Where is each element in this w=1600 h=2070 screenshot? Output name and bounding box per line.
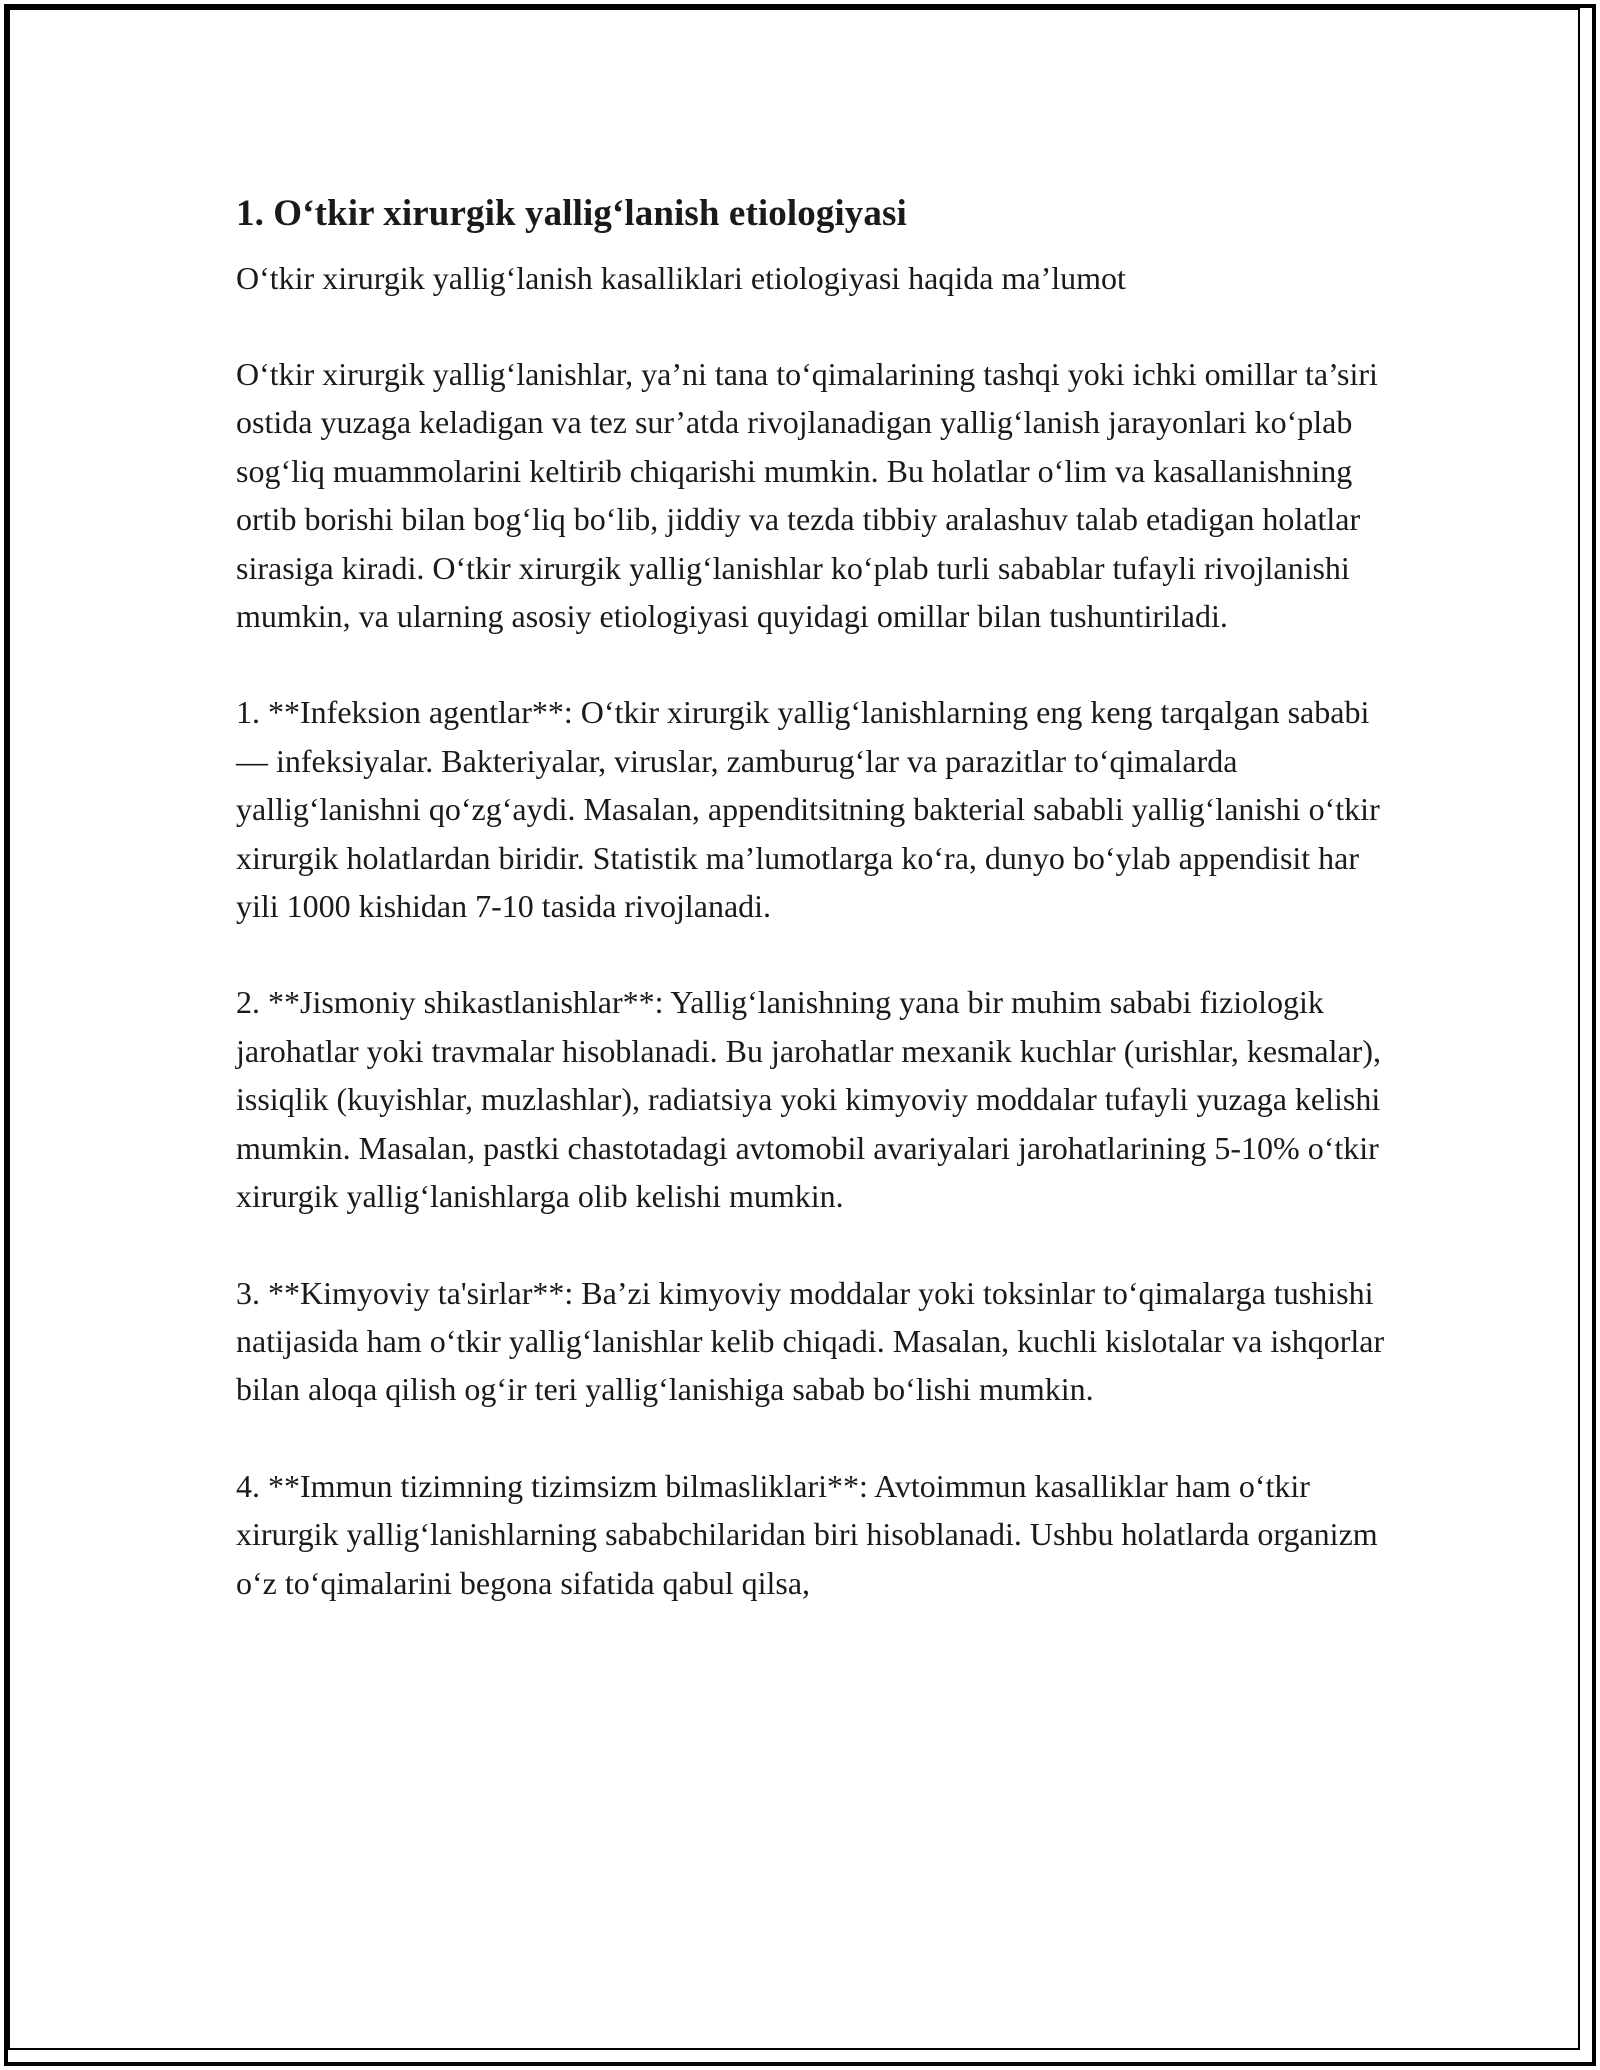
section-subtitle: O‘tkir xirurgik yallig‘lanish kasalliklari etiologiyasi haqida ma’lumot <box>236 260 1126 296</box>
paragraph-chemical-effects: 3. **Kimyoviy ta'sirlar**: Ba’zi kimyoviy moddalar yoki toksinlar to‘qimalarga tushishi natijasida ham o‘tkir yallig‘lanishlar kelib chiqadi. Masalan, kuchli kislotalar va ishqorlar bilan aloqa qilish og‘ir teri yallig‘lanishiga sabab bo‘lishi mumkin. <box>236 1274 1385 1408</box>
section-heading: 1. O‘tkir xirurgik yallig‘lanish etiologiyasi <box>236 193 907 234</box>
paragraph-immune-system: 4. **Immun tizimning tizimsizm bilmasliklari**: Avtoimmun kasalliklar ham o‘tkir xirurgik yallig‘lanishlarning sababchilaridan biri hisoblanadi. Ushbu holatlarda organizm o‘z to‘qimalarini begona sifatida qabul qilsa, <box>236 1467 1378 1601</box>
paragraph-infection-agents: 1. **Infeksion agentlar**: O‘tkir xirurgik yallig‘lanishlarning eng keng tarqalgan sababi — infeksiyalar. Bakteriyalar, viruslar, zamburug‘lar va parazitlar to‘qimalarda yallig‘lanishni qo‘zg‘aydi. Masalan, appenditsitning bakterial sababli yallig‘lanishi o‘tkir xirurgik holatlardan biridir. Statistik ma’lumotlarga ko‘ra, dunyo bo‘ylab appendisit har yili 1000 kishidan 7-10 tasida rivojlanadi. <box>236 694 1380 925</box>
paragraph-physical-injuries: 2. **Jismoniy shikastlanishlar**: Yallig‘lanishning yana bir muhim sababi fiziologik jarohatlar yoki travmalar hisoblanadi. Bu jarohatlar mexanik kuchlar (urishlar, kesmalar), issiqlik (kuyishlar, muzlashlar), radiatsiya yoki kimyoviy moddalar tufayli yuzaga kelishi mumkin. Masalan, pastki chastotadagi avtomobil avariyalari jarohatlarining 5-10% o‘tkir xirurgik yallig‘lanishlarga olib kelishi mumkin. <box>236 984 1381 1215</box>
intro-paragraph: O‘tkir xirurgik yallig‘lanishlar, ya’ni tana to‘qimalarining tashqi yoki ichki omillar ta’siri ostida yuzaga keladigan va tez sur’atda rivojlanadigan yallig‘lanish jarayonlari ko‘plab sog‘liq muammolarini keltirib chiqarishi mumkin. Bu holatlar o‘lim va kasallanishning ortib borishi bilan bog‘liq bo‘lib, jiddiy va tezda tibbiy aralashuv talab etadigan holatlar sirasiga kiradi. O‘tkir xirurgik yallig‘lanishlar ko‘plab turli sabablar tufayli rivojlanishi mumkin, va ularning asosiy etiologiyasi quyidagi omillar bilan tushuntiriladi. <box>236 356 1378 635</box>
document-body <box>236 186 1386 1607</box>
